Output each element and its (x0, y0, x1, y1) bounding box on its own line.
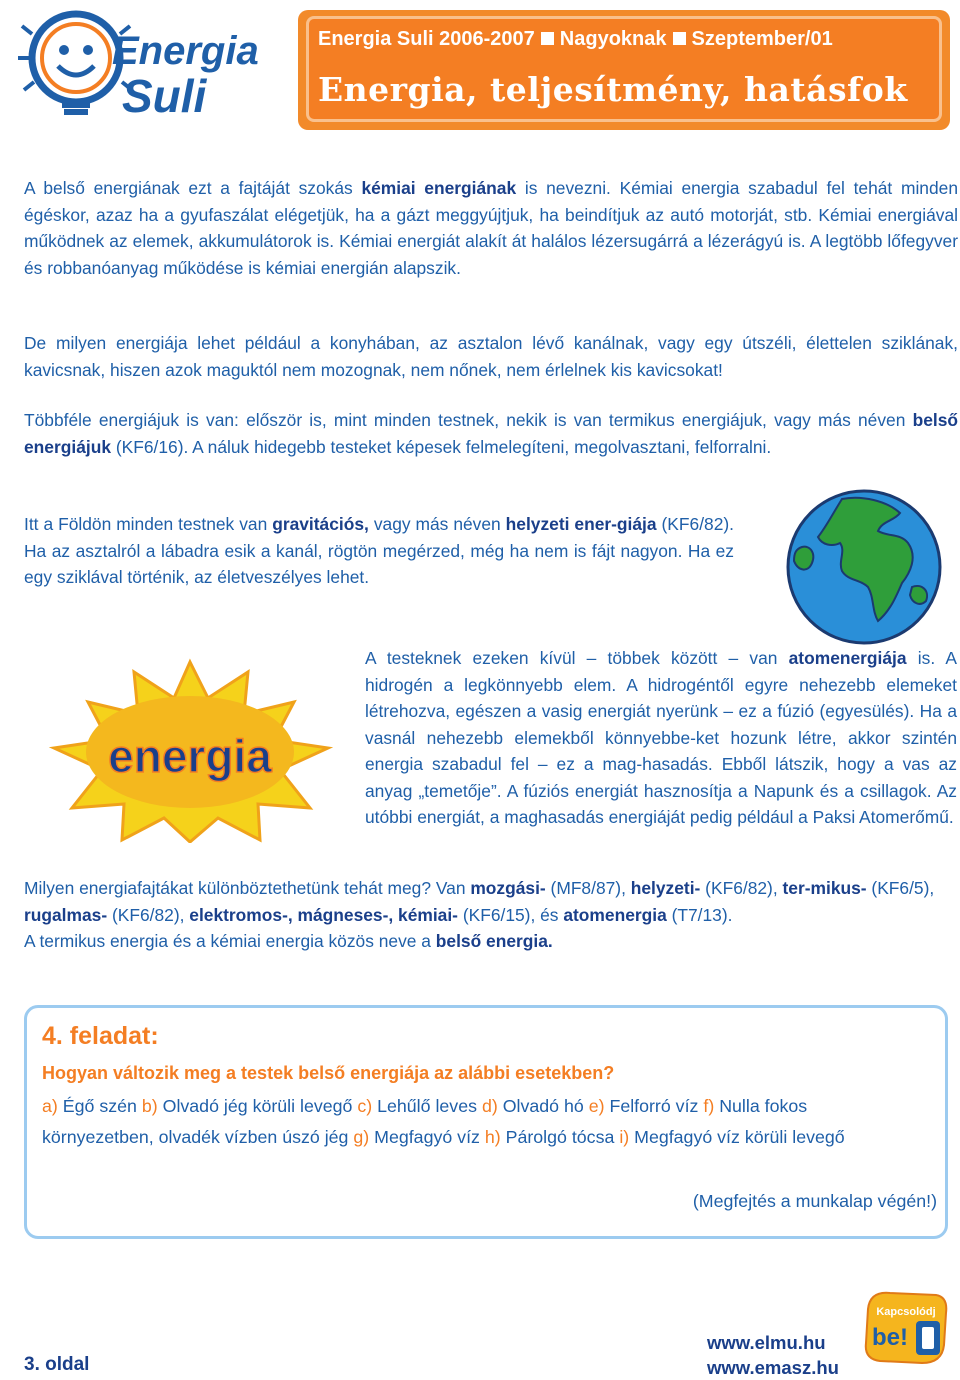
earth-globe-image (782, 487, 947, 647)
bold-term: rugalmas- (24, 904, 108, 925)
item-letter: h) (484, 1127, 501, 1147)
item-letter: d) (481, 1096, 498, 1116)
item-text: Nulla fokos környezetben, olvadék vízben úszó jég (42, 1096, 808, 1147)
item-text: Párolgó tócsa (505, 1127, 615, 1147)
bold-term: atomenergia (563, 904, 667, 925)
task-items (42, 1091, 922, 1153)
series-label-2: Nagyoknak (559, 28, 667, 50)
paragraph-thermal-energy (24, 407, 958, 460)
text-run: Itt a Földön minden testnek van (24, 514, 273, 534)
bold-term: belső energiájuk (24, 410, 958, 457)
badge-line-2: be! (872, 1324, 908, 1351)
item-text: Égő szén (62, 1096, 137, 1116)
bold-term: elektromos-, mágneses-, kémiai- (189, 904, 458, 925)
text-run: (T7/13). (666, 904, 733, 925)
item-text: Olvadó hó (502, 1096, 584, 1116)
bold-term: helyzeti ener-giája (505, 514, 657, 534)
plug-icon (916, 1321, 940, 1355)
text-run: (KF6/16). A náluk hidegebb testeket képesek felmelegíteni, megolvasztani, felforralni. (111, 436, 772, 457)
bold-term: belső energia. (435, 931, 553, 951)
bold-term: ter-mikus- (782, 878, 867, 898)
text-run: (KF6/82). Ha az asztalról a lábadra esik a kanál, rögtön megérzed, még ha nem is fájt nagyon. Ha ez egy sziklával történik, az életveszélyes lehet. (24, 514, 734, 587)
kapcsolodj-be-badge (860, 1285, 952, 1371)
bold-term: helyzeti- (630, 878, 701, 898)
item-text: Megfagyó víz körüli levegő (634, 1127, 845, 1147)
item-text: Felforró víz (609, 1096, 699, 1116)
energia-sun-illustration (48, 658, 333, 843)
text-run: A belső energiának ezt a fajtáját szokás (24, 178, 362, 198)
text-run: Milyen energiafajtákat különböztethetünk tehát meg? Van (24, 878, 471, 898)
logo-word-energia: Energia (112, 29, 259, 73)
link-elmu[interactable]: www.elmu.hu (707, 1332, 826, 1353)
text-run: vagy más néven (368, 514, 506, 534)
item-letter: i) (619, 1127, 630, 1147)
paragraph-energy-types (24, 875, 958, 955)
page-title: Energia, teljesítmény, hatásfok (318, 70, 908, 109)
text-run: Többféle energiájuk is van: először is, mint minden testnek, nekik is van termikus energiájuk, vagy más néven (24, 410, 913, 430)
bold-term: kémiai energiának (361, 178, 517, 198)
bold-term: gravitációs, (272, 514, 369, 534)
text-run: is. A hidrogén a legkönnyebb elem. A hidrogéntől egyre nehezebb elemeket létrehozva, egészen a vasig energiát nyerünk – ez a fúzió (egyesülés). Ha a vasnál nehezebb elemekből könnyebbe-ket hozunk létre, akkor szintén energia szabadul fel – ez a mag-hasadás. Ebből látszik, hogy a vas az anyag „temetője”. A fúziós energiát hasznosítja a Napunk és a csillagok. Az utóbbi energiát, a maghasadás energiáját pedig például a Paksi Atomerőmű. (365, 648, 957, 827)
text-run: (KF6/82), (107, 904, 190, 925)
series-label-1: Energia Suli 2006-2007 (318, 28, 535, 50)
badge-line-1: Kapcsolódj (876, 1306, 936, 1318)
item-letter: e) (588, 1096, 605, 1116)
square-bullet-icon (541, 32, 554, 45)
task-solution-note: (Megfejtés a munkalap végén!) (692, 1191, 937, 1211)
link-emasz[interactable]: www.emasz.hu (707, 1357, 839, 1378)
item-letter: a) (42, 1096, 58, 1116)
item-letter: c) (357, 1096, 373, 1116)
energia-suli-logo (14, 6, 284, 124)
text-run: A testeknek ezeken kívül – többek között – van (365, 648, 789, 668)
text-run: (KF6/5), (866, 878, 935, 898)
bold-term: atomenergiája (788, 648, 907, 668)
series-label-3: Szeptember/01 (691, 28, 833, 50)
text-run: is nevezni. Kémiai energia szabadul fel tehát minden égéskor, azaz ha a gyufaszálat elégetjük, ha a gázt meggyújtjuk, ha beindítjuk az autó motorját, stb. Kémiai energiával működnek az elemek, akkumulátorok is. Kémiai energiát alakít át halálos lézersugárrá a lézerágyú is. A legtöbb lőfegyver és robbanóanyag működése is kémiai energián alapszik. (24, 178, 958, 278)
item-text: Megfagyó víz (374, 1127, 480, 1147)
energia-art-word: energia (108, 730, 272, 782)
item-letter: b) (141, 1096, 158, 1116)
square-bullet-icon (673, 32, 686, 45)
text-run: (KF6/82), (700, 878, 783, 898)
page-number: 3. oldal (24, 1354, 90, 1375)
logo-word-suli: Suli (122, 70, 207, 122)
paragraph-gravitational-energy (24, 511, 734, 591)
item-letter: f) (703, 1096, 715, 1116)
task-title: 4. feladat: (42, 1022, 159, 1050)
text-run: A termikus energia és a kémiai energia közös neve a (24, 931, 436, 951)
item-text: Lehűlő leves (377, 1096, 477, 1116)
task-question: Hogyan változik meg a testek belső energiája az alábbi esetekben? (42, 1063, 615, 1083)
item-text: Olvadó jég körüli levegő (162, 1096, 353, 1116)
series-line (318, 28, 833, 51)
paragraph-chemical-energy (24, 175, 958, 281)
paragraph-atomic-energy (365, 645, 957, 831)
bold-term: mozgási- (470, 878, 546, 898)
item-letter: g) (353, 1127, 370, 1147)
paragraph-spoon-rock: De milyen energiája lehet például a konyhában, az asztalon lévő kanálnak, vagy egy útszéli, élettelen sziklának, kavicsnak, hiszen azok maguktól nem mozognak, nem nőnek, nem érlelnek kis kavicsokat! (24, 333, 958, 380)
text-run: (KF6/15), és (457, 904, 564, 925)
text-run: (MF8/87), (545, 878, 631, 898)
